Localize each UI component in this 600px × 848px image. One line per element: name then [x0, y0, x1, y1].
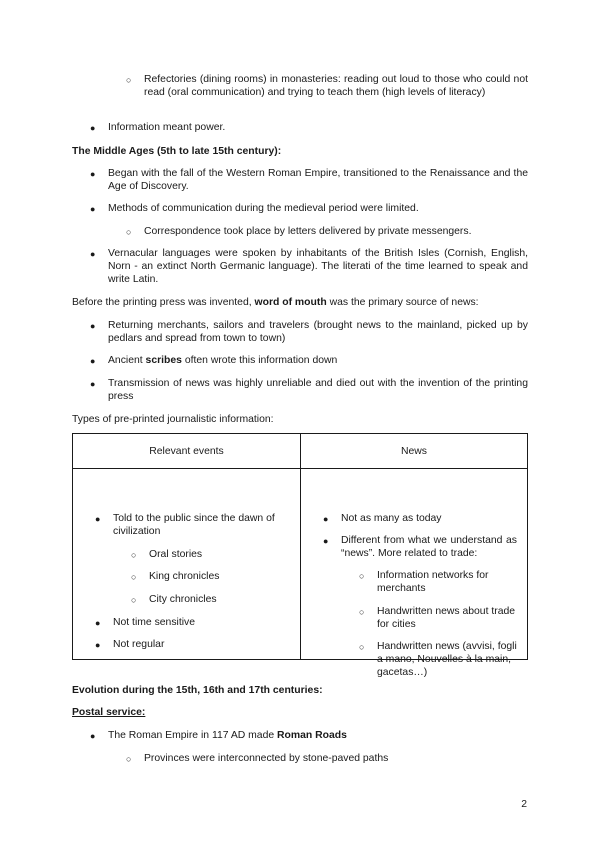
roman-roads-text [108, 729, 528, 742]
hollow-bullet-icon: ○ [359, 607, 365, 617]
handwritten-avvisi-text: Handwritten news (avvisi, fogli a mano, Nouvelles à la main, gacetas…) [377, 641, 517, 678]
info-networks-text: Information networks for merchants [377, 570, 489, 594]
postal-service-heading: Postal service: [72, 707, 146, 718]
col-header-relevant-events: Relevant events [73, 434, 301, 469]
different-text: Different from what we understand as “news”. More related to trade: [341, 535, 517, 559]
middle-ages-heading: The Middle Ages (5th to late 15th century): [72, 146, 282, 157]
hollow-bullet-icon: ○ [359, 642, 365, 652]
bullet-icon: ● [90, 169, 96, 179]
info-power-text: Information meant power. [108, 122, 226, 133]
roman-roads-bold: Roman Roads [277, 730, 347, 741]
word-of-mouth-bold: word of mouth [254, 297, 327, 308]
methods-text: Methods of communication during the medieval period were limited. [108, 203, 419, 214]
journalistic-info-table [72, 433, 528, 678]
table-intro: Types of pre-printed journalistic information: [72, 414, 274, 425]
bullet-icon: ● [90, 123, 96, 133]
news-cell [301, 469, 528, 678]
hollow-bullet-icon: ○ [126, 227, 132, 237]
scribes-bold: scribes [145, 355, 182, 366]
word-of-mouth-intro-post: was the primary source of news: [326, 297, 479, 308]
not-time-sensitive-text: Not time sensitive [113, 617, 195, 628]
transmission-text: Transmission of news was highly unreliable and died out with the invention of the printing press [108, 378, 528, 402]
bullet-icon: ● [90, 321, 96, 331]
refectories-text: Refectories (dining rooms) in monasteries: reading out loud to those who could not read (oral communication) and trying to teach them (high levels of literacy) [144, 74, 528, 98]
word-of-mouth-intro-pre: Before the printing press was invented, [72, 297, 255, 308]
bullet-icon: ● [323, 536, 329, 546]
hollow-bullet-icon: ○ [131, 550, 137, 560]
told-text: Told to the public since the dawn of civilization [113, 513, 275, 537]
ancient-pre: Ancient [108, 355, 146, 366]
bullet-icon: ● [90, 204, 96, 214]
provinces-text: Provinces were interconnected by stone-paved paths [144, 753, 389, 764]
hollow-bullet-icon: ○ [126, 75, 132, 85]
returning-text: Returning merchants, sailors and travelers (brought news to the mainland, picked up by pedlars and spread from town to town) [108, 320, 528, 344]
hollow-bullet-icon: ○ [131, 572, 137, 582]
col-header-news: News [301, 434, 528, 469]
king-chronicles-text: King chronicles [149, 571, 220, 582]
not-regular-text: Not regular [113, 639, 165, 650]
bullet-icon: ● [95, 618, 101, 628]
bullet-icon: ● [90, 379, 96, 389]
correspondence-text: Correspondence took place by letters delivered by private messengers. [144, 226, 472, 237]
ancient-post: often wrote this information down [181, 355, 338, 366]
page-number: 2 [521, 799, 527, 810]
bullet-icon: ● [90, 731, 96, 741]
vernacular-text: Vernacular languages were spoken by inhabitants of the British Isles (Cornish, English, Norn - an extinct North Germanic language). The literati of the time learned to speak and write Latin. [108, 248, 528, 285]
hollow-bullet-icon: ○ [126, 754, 132, 764]
hollow-bullet-icon: ○ [359, 571, 365, 581]
word-of-mouth-intro [72, 296, 528, 309]
evolution-heading: Evolution during the 15th, 16th and 17th centuries: [72, 685, 323, 696]
not-many-text: Not as many as today [341, 513, 442, 524]
hollow-bullet-icon: ○ [131, 595, 137, 605]
bullet-icon: ● [323, 514, 329, 524]
bullet-icon: ● [95, 514, 101, 524]
roman-pre: The Roman Empire in 117 AD made [108, 730, 278, 741]
bullet-icon: ● [90, 249, 96, 259]
oral-stories-text: Oral stories [149, 549, 203, 560]
bullet-icon: ● [90, 356, 96, 366]
relevant-events-cell [73, 469, 301, 660]
handwritten-cities-text: Handwritten news about trade for cities [377, 606, 516, 630]
bullet-icon: ● [95, 640, 101, 650]
ancient-scribes-text [108, 354, 528, 367]
began-text: Began with the fall of the Western Roman Empire, transitioned to the Renaissance and the Age of Discovery. [108, 168, 528, 192]
city-chronicles-text: City chronicles [149, 594, 217, 605]
